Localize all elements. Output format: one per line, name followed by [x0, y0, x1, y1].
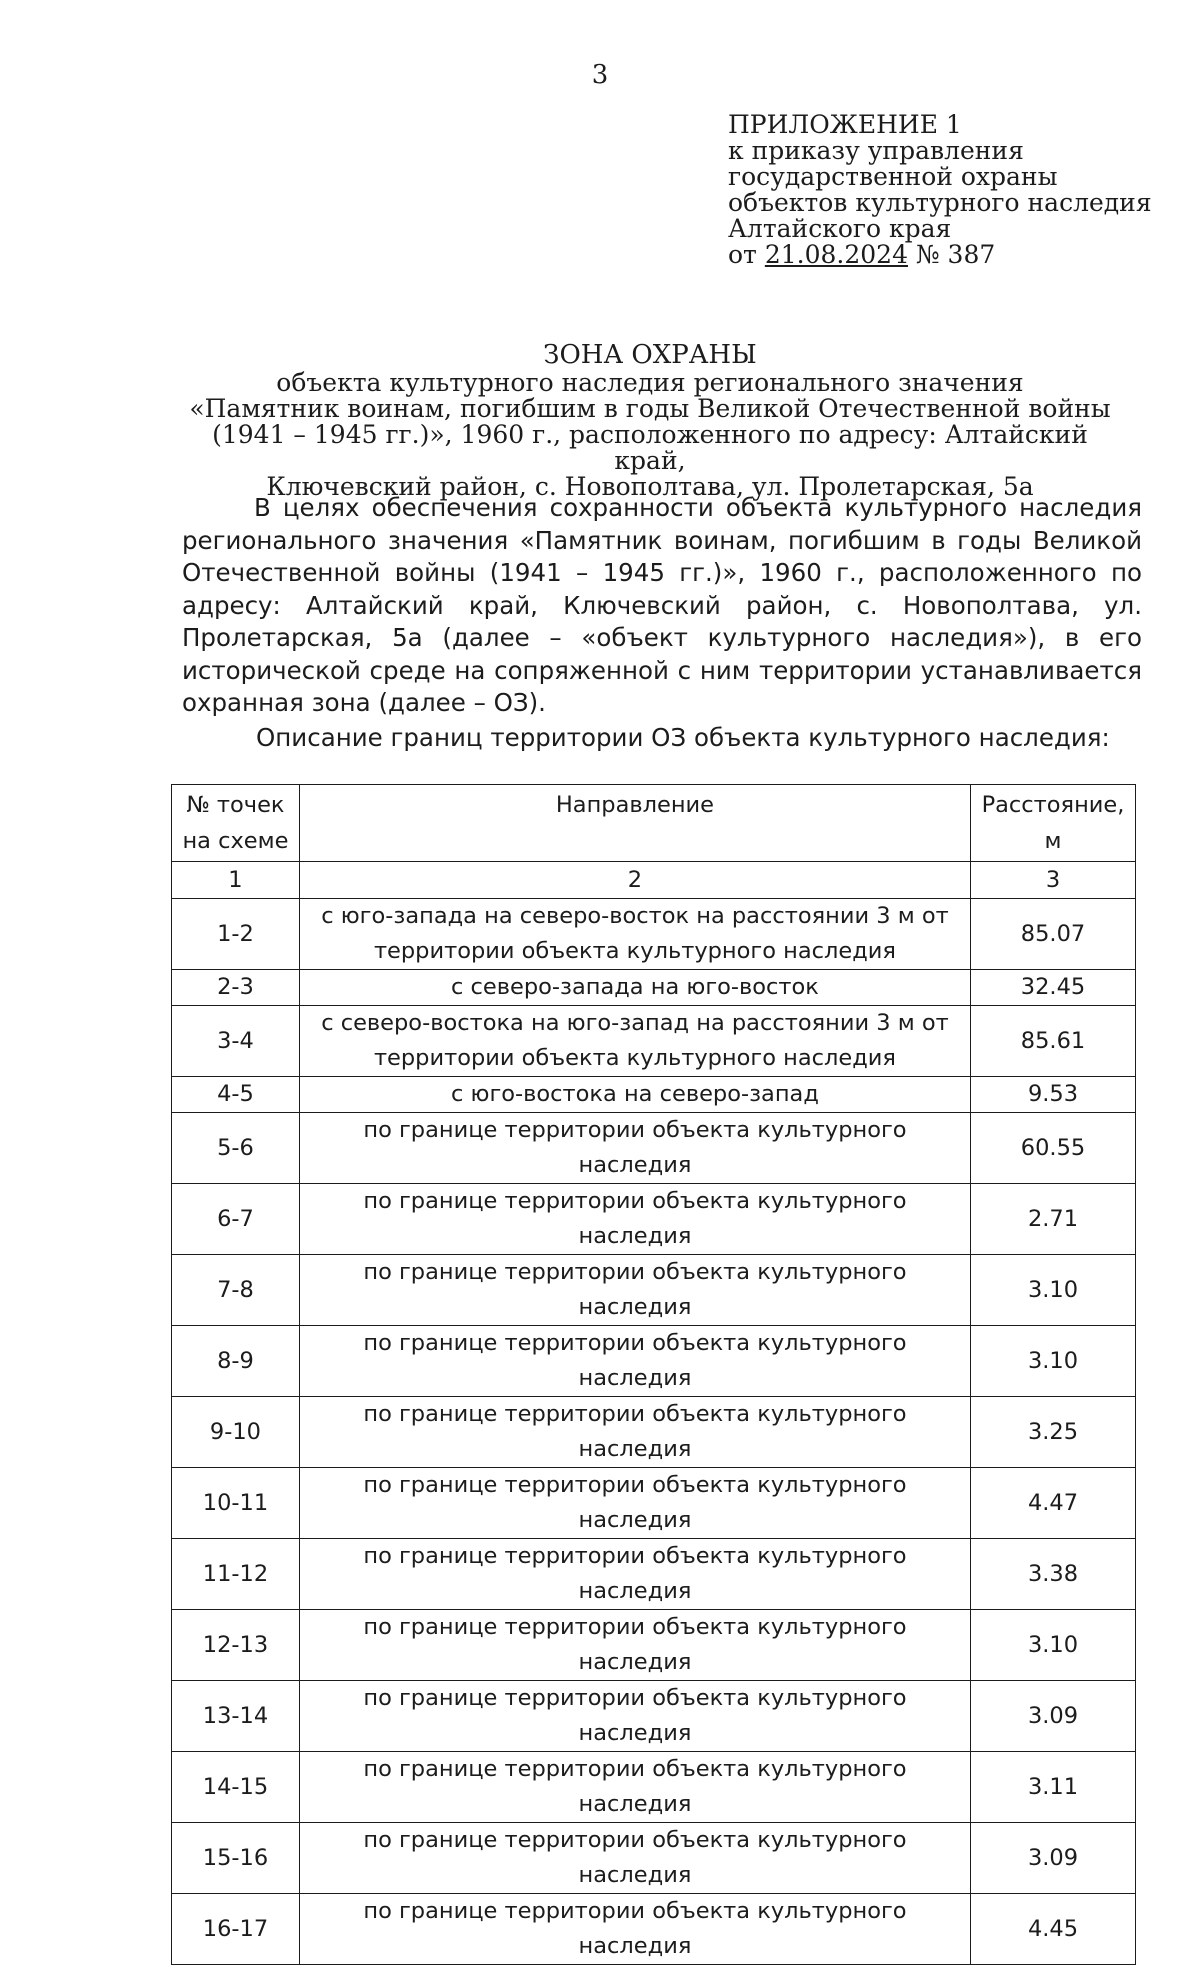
table-row: [172, 1823, 1136, 1894]
cell-direction: по границе территории объекта культурного наследия: [299, 1823, 970, 1894]
boundary-table: [171, 784, 1136, 1965]
cell-direction: по границе территории объекта культурного наследия: [299, 1610, 970, 1681]
cell-distance: 3.10: [971, 1610, 1136, 1681]
cell-points: 7-8: [172, 1255, 300, 1326]
heading-line: объекта культурного наследия регионального значения: [276, 368, 1024, 397]
cell-points: 13-14: [172, 1681, 300, 1752]
cell-distance: 32.45: [971, 970, 1136, 1006]
cell-points: 5-6: [172, 1113, 300, 1184]
heading-title: ЗОНА ОХРАНЫ: [543, 340, 757, 370]
cell-points: 1-2: [172, 899, 300, 970]
cell-direction: с северо-запада на юго-восток: [299, 970, 970, 1006]
cell-distance: 3.38: [971, 1539, 1136, 1610]
date-prefix: от: [728, 240, 765, 269]
cell-distance: 4.47: [971, 1468, 1136, 1539]
cell-direction: с северо-востока на юго-запад на расстоянии 3 м от территории объекта культурного наследия: [299, 1006, 970, 1077]
column-number-row: [172, 862, 1136, 899]
cell-direction: по границе территории объекта культурного наследия: [299, 1539, 970, 1610]
table-caption: Описание границ территории ОЗ объекта культурного наследия:: [256, 723, 1110, 752]
table-row: [172, 1397, 1136, 1468]
appendix-line: объектов культурного наследия: [728, 188, 1152, 217]
cell-distance: 85.07: [971, 899, 1136, 970]
column-header: Расстояние, м: [971, 785, 1136, 862]
page-number: 3: [591, 60, 609, 90]
cell-distance: 9.53: [971, 1077, 1136, 1113]
cell-distance: 3.09: [971, 1823, 1136, 1894]
table-row: [172, 1113, 1136, 1184]
column-number: 2: [299, 862, 970, 899]
appendix-block: [728, 112, 1152, 268]
table-row: [172, 1468, 1136, 1539]
cell-direction: по границе территории объекта культурного наследия: [299, 1255, 970, 1326]
cell-direction: по границе территории объекта культурного наследия: [299, 1752, 970, 1823]
cell-points: 9-10: [172, 1397, 300, 1468]
cell-direction: по границе территории объекта культурного наследия: [299, 1468, 970, 1539]
cell-direction: по границе территории объекта культурного наследия: [299, 1113, 970, 1184]
order-number: № 387: [915, 240, 996, 269]
cell-direction: по границе территории объекта культурного наследия: [299, 1184, 970, 1255]
cell-direction: по границе территории объекта культурного наследия: [299, 1894, 970, 1965]
heading-line: (1941 – 1945 гг.)», 1960 г., расположенного по адресу: Алтайский край,: [212, 420, 1088, 475]
table-header-row: [172, 785, 1136, 862]
cell-distance: 3.10: [971, 1255, 1136, 1326]
appendix-line: Алтайского края: [728, 214, 952, 243]
cell-distance: 85.61: [971, 1006, 1136, 1077]
column-number: 3: [971, 862, 1136, 899]
cell-points: 16-17: [172, 1894, 300, 1965]
table-row: [172, 1539, 1136, 1610]
column-header: № точек на схеме: [172, 785, 300, 862]
cell-distance: 3.11: [971, 1752, 1136, 1823]
cell-points: 15-16: [172, 1823, 300, 1894]
table-row: [172, 1894, 1136, 1965]
cell-points: 11-12: [172, 1539, 300, 1610]
order-date-line: [728, 242, 1152, 268]
cell-distance: 3.10: [971, 1326, 1136, 1397]
cell-points: 2-3: [172, 970, 300, 1006]
table-row: [172, 1255, 1136, 1326]
cell-direction: по границе территории объекта культурного наследия: [299, 1681, 970, 1752]
appendix-title: ПРИЛОЖЕНИЕ 1: [728, 110, 962, 139]
table-row: [172, 1077, 1136, 1113]
table-row: [172, 1326, 1136, 1397]
table-row: [172, 899, 1136, 970]
table-row: [172, 970, 1136, 1006]
table-row: [172, 1610, 1136, 1681]
table-row: [172, 1006, 1136, 1077]
order-date: 21.08.2024: [764, 240, 908, 269]
heading-line: Ключевский район, с. Новополтава, ул. Пролетарская, 5а: [266, 472, 1034, 501]
heading-line: «Памятник воинам, погибшим в годы Великой Отечественной войны: [189, 394, 1111, 423]
table-row: [172, 1752, 1136, 1823]
cell-distance: 4.45: [971, 1894, 1136, 1965]
column-header: Направление: [299, 785, 970, 862]
table-row: [172, 1184, 1136, 1255]
cell-direction: по границе территории объекта культурного наследия: [299, 1326, 970, 1397]
cell-distance: 3.09: [971, 1681, 1136, 1752]
cell-direction: с юго-востока на северо-запад: [299, 1077, 970, 1113]
cell-distance: 2.71: [971, 1184, 1136, 1255]
table-row: [172, 1681, 1136, 1752]
cell-direction: с юго-запада на северо-восток на расстоянии 3 м от территории объекта культурного наследия: [299, 899, 970, 970]
cell-distance: 3.25: [971, 1397, 1136, 1468]
cell-direction: по границе территории объекта культурного наследия: [299, 1397, 970, 1468]
appendix-line: к приказу управления: [728, 136, 1024, 165]
body-paragraph: В целях обеспечения сохранности объекта культурного наследия регионального значения «Памятник воинам, погибшим в годы Великой Отечественной войны (1941 – 1945 гг.)», 1960 г., расположенного по адресу: Алтайский край, Ключевский район, с. Новополтава, ул. Пролетарская, 5а (далее – «объект культурного наследия»), в его исторической среде на сопряженной с ним территории устанавливается охранная зона (далее – ОЗ).: [182, 493, 1142, 717]
appendix-line: государственной охраны: [728, 162, 1058, 191]
cell-distance: 60.55: [971, 1113, 1136, 1184]
cell-points: 3-4: [172, 1006, 300, 1077]
cell-points: 14-15: [172, 1752, 300, 1823]
cell-points: 4-5: [172, 1077, 300, 1113]
cell-points: 8-9: [172, 1326, 300, 1397]
cell-points: 12-13: [172, 1610, 300, 1681]
cell-points: 10-11: [172, 1468, 300, 1539]
document-heading: [180, 342, 1120, 500]
cell-points: 6-7: [172, 1184, 300, 1255]
column-number: 1: [172, 862, 300, 899]
